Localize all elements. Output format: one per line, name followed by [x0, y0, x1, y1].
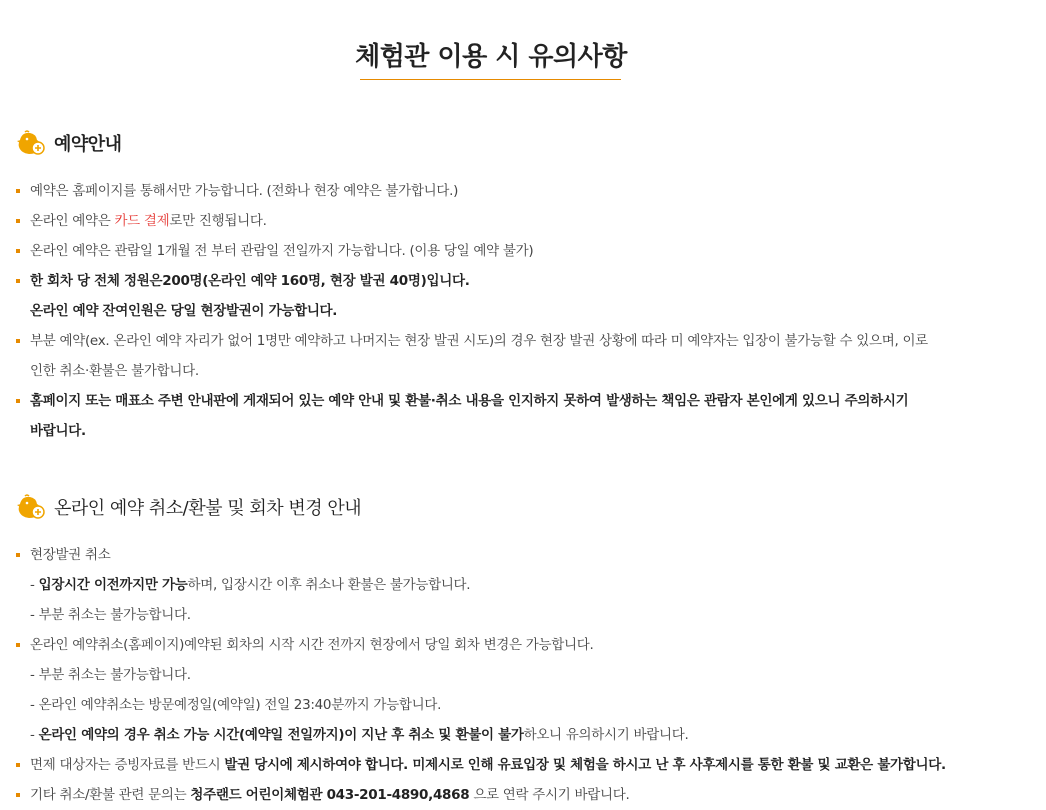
item-text: - 부분 취소는 불가능합니다. — [30, 607, 191, 623]
item-text: 으로 연락 주시기 바랍니다. — [469, 787, 630, 803]
item-text: 면제 대상자는 증빙자료를 반드시 — [30, 757, 225, 773]
page-title-wrap — [0, 36, 982, 83]
list-item — [16, 386, 928, 416]
list-item — [16, 540, 946, 570]
item-text: 현장발권 취소 — [30, 547, 111, 563]
chick-plus-icon — [16, 130, 46, 156]
item-text: - 부분 취소는 불가능합니다. — [30, 667, 191, 683]
list-item-continuation — [16, 416, 928, 446]
item-text: 온라인 예약은 — [30, 213, 115, 229]
list-item — [16, 750, 946, 780]
item-text: 하며, 입장시간 이후 취소나 환불은 불가능합니다. — [187, 577, 471, 593]
item-text: 하오니 유의하시기 바랍니다. — [523, 727, 689, 743]
sub-list-item — [16, 600, 946, 630]
item-text: 기타 취소/환불 관련 문의는 — [30, 787, 191, 803]
emphasis-text: 온라인 예약의 경우 취소 가능 시간(예약일 전일까지)이 지난 후 취소 및 환불이 불가 — [38, 727, 524, 743]
chick-plus-icon — [16, 494, 46, 520]
list-item — [16, 630, 946, 660]
item-text: 온라인 예약취소(홈페이지)예약된 회차의 시작 시간 전까지 현장에서 당일 회차 변경은 가능합니다. — [30, 637, 594, 653]
sub-list-item — [16, 720, 946, 750]
emphasis-text: 입장시간 이전까지만 가능 — [38, 577, 188, 593]
list-item — [16, 266, 928, 296]
emphasis-text: 청주랜드 어린이체험관 043-201-4890,4868 — [190, 787, 470, 803]
item-text: 부분 예약(ex. 온라인 예약 자리가 없어 1명만 예약하고 나머지는 현장 발권 시도)의 경우 현장 발권 상황에 따라 미 예약자는 입장이 불가능할 수 있으며, 이로 — [30, 333, 928, 349]
item-text: 온라인 예약은 관람일 1개월 전 부터 관람일 전일까지 가능합니다. (이용 당일 예약 불가) — [30, 243, 534, 259]
list-item — [16, 236, 928, 266]
sub-list-item — [16, 570, 946, 600]
emphasis-text: 바랍니다. — [30, 423, 86, 439]
item-text: - — [30, 727, 39, 743]
page-title: 체험관 이용 시 유의사항 — [355, 42, 627, 72]
list-item-continuation — [16, 296, 928, 326]
item-text: 인한 취소·환불은 불가합니다. — [30, 363, 199, 379]
title-underline — [360, 79, 621, 80]
list-item — [16, 206, 928, 236]
emphasis-text: 발권 당시에 제시하여야 합니다. 미제시로 인해 유료입장 및 체험을 하시고 난 후 사후제시를 통한 환불 및 교환은 불가합니다. — [224, 757, 946, 773]
list-item — [16, 176, 928, 206]
emphasis-text: 홈페이지 또는 매표소 주변 안내판에 게재되어 있는 예약 안내 및 환불·취소 내용을 인지하지 못하여 발생하는 책임은 관람자 본인에게 있으니 주의하시기 — [30, 393, 909, 409]
item-text: 예약은 홈페이지를 통해서만 가능합니다. (전화나 현장 예약은 불가합니다.) — [30, 183, 459, 199]
list-item-continuation — [16, 356, 928, 386]
section-title-reservation: 예약안내 — [54, 134, 122, 155]
section-header-reservation — [16, 130, 122, 156]
emphasis-text: 온라인 예약 잔여인원은 당일 현장발권이 가능합니다. — [30, 303, 338, 319]
item-text: - — [30, 577, 39, 593]
sub-list-item — [16, 690, 946, 720]
cancel-refund-list — [16, 540, 946, 810]
section-title-cancel-refund: 온라인 예약 취소/환불 및 회차 변경 안내 — [54, 498, 362, 519]
sub-list-item — [16, 660, 946, 690]
reservation-list — [16, 176, 928, 446]
highlight-text: 카드 결제 — [114, 213, 170, 229]
item-text: 로만 진행됩니다. — [169, 213, 267, 229]
item-text: - 온라인 예약취소는 방문예정일(예약일) 전일 23:40분까지 가능합니다. — [30, 697, 442, 713]
list-item — [16, 780, 946, 810]
emphasis-text: 한 회차 당 전체 정원은200명(온라인 예약 160명, 현장 발권 40명)입니다. — [30, 273, 470, 289]
section-header-cancel-refund — [16, 494, 361, 520]
list-item — [16, 326, 928, 356]
